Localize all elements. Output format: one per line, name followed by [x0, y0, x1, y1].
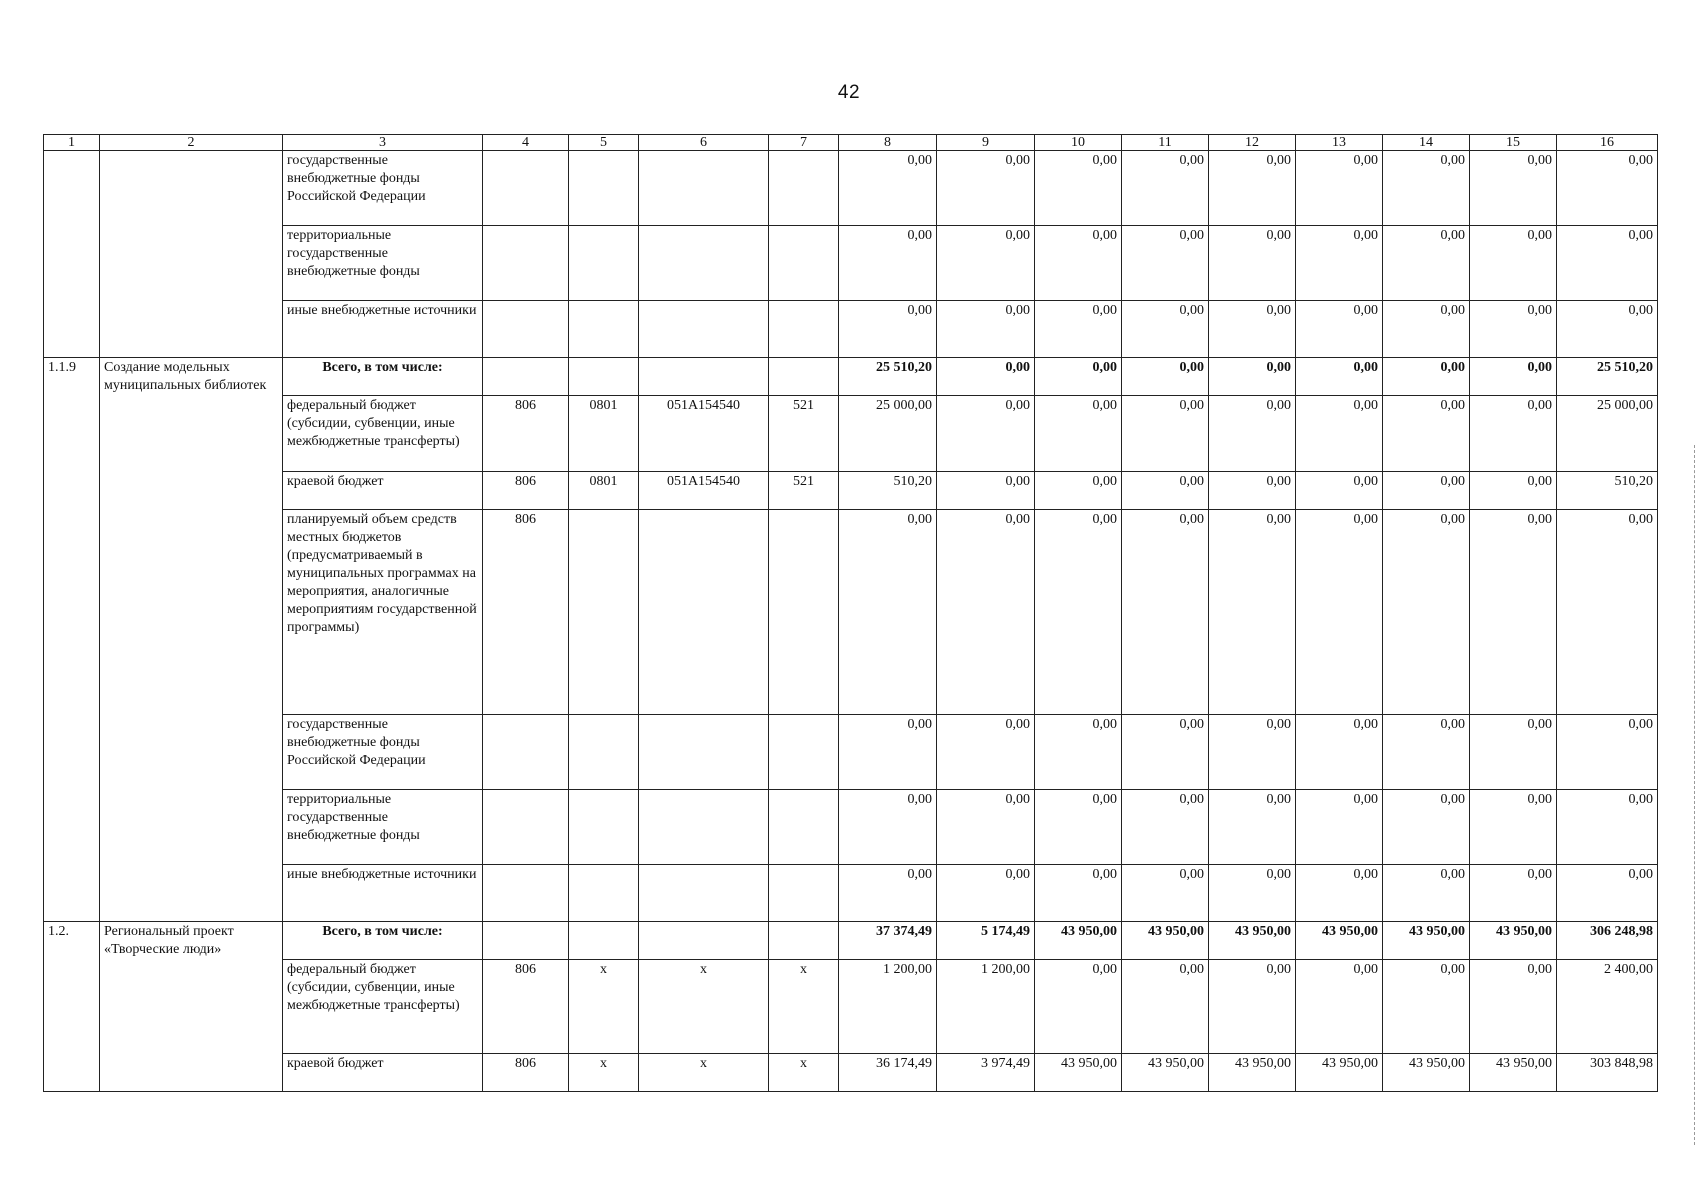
- header-cell: 13: [1296, 135, 1383, 151]
- value-cell: 0,00: [1035, 790, 1122, 865]
- row-number: 1.1.9: [44, 358, 100, 922]
- cell-rzpr: [569, 922, 639, 960]
- header-cell: 5: [569, 135, 639, 151]
- table-row: [44, 226, 1658, 301]
- cell-vr: [769, 922, 839, 960]
- cell-csr: x: [639, 960, 769, 1054]
- cell-vr: [769, 358, 839, 396]
- value-cell: 43 950,00: [1470, 1054, 1557, 1092]
- value-cell: 43 950,00: [1209, 922, 1296, 960]
- value-cell: 0,00: [1296, 960, 1383, 1054]
- table-row: [44, 790, 1658, 865]
- value-cell: 0,00: [1557, 865, 1658, 922]
- value-cell: 306 248,98: [1557, 922, 1658, 960]
- value-cell: 0,00: [1296, 301, 1383, 358]
- value-cell: 0,00: [1296, 396, 1383, 472]
- value-cell: 0,00: [1209, 151, 1296, 226]
- value-cell: 0,00: [1122, 510, 1209, 715]
- cell-rzpr: [569, 715, 639, 790]
- funding-source: государственные внебюджетные фонды Российской Федерации: [283, 151, 483, 226]
- value-cell: 0,00: [937, 301, 1035, 358]
- table-row: [44, 1054, 1658, 1092]
- total-label: Всего, в том числе:: [283, 922, 483, 960]
- funding-source: федеральный бюджет (субсидии, субвенции, иные межбюджетные трансферты): [283, 960, 483, 1054]
- value-cell: 0,00: [1035, 396, 1122, 472]
- value-cell: 43 950,00: [1296, 922, 1383, 960]
- value-cell: 0,00: [1122, 226, 1209, 301]
- cell-csr: [639, 226, 769, 301]
- value-cell: 0,00: [1209, 226, 1296, 301]
- value-cell: 0,00: [1296, 151, 1383, 226]
- cell-vr: x: [769, 960, 839, 1054]
- cell-csr: [639, 510, 769, 715]
- cell-vr: [769, 715, 839, 790]
- cell-grbs: 806: [483, 510, 569, 715]
- header-cell: 12: [1209, 135, 1296, 151]
- header-cell: 6: [639, 135, 769, 151]
- total-label: Всего, в том числе:: [283, 358, 483, 396]
- value-cell: 0,00: [1470, 226, 1557, 301]
- value-cell: 510,20: [839, 472, 937, 510]
- budget-table: [43, 134, 1658, 1092]
- value-cell: 0,00: [937, 790, 1035, 865]
- value-cell: 0,00: [1557, 715, 1658, 790]
- cell-grbs: [483, 151, 569, 226]
- cell-vr: [769, 226, 839, 301]
- cell-vr: [769, 790, 839, 865]
- cell-vr: [769, 865, 839, 922]
- table-row: [44, 301, 1658, 358]
- value-cell: 0,00: [1383, 301, 1470, 358]
- value-cell: 25 000,00: [1557, 396, 1658, 472]
- value-cell: 0,00: [839, 715, 937, 790]
- value-cell: 0,00: [1296, 865, 1383, 922]
- table-row: [44, 396, 1658, 472]
- value-cell: 0,00: [1296, 358, 1383, 396]
- value-cell: 0,00: [937, 715, 1035, 790]
- cell-rzpr: [569, 865, 639, 922]
- value-cell: 0,00: [937, 865, 1035, 922]
- cell-csr: [639, 358, 769, 396]
- value-cell: 43 950,00: [1296, 1054, 1383, 1092]
- value-cell: 0,00: [1209, 715, 1296, 790]
- value-cell: 0,00: [839, 301, 937, 358]
- value-cell: 0,00: [1470, 396, 1557, 472]
- cell-grbs: [483, 715, 569, 790]
- cell-grbs: 806: [483, 472, 569, 510]
- cell-grbs: 806: [483, 1054, 569, 1092]
- header-cell: 7: [769, 135, 839, 151]
- value-cell: 25 510,20: [1557, 358, 1658, 396]
- header-cell: 14: [1383, 135, 1470, 151]
- funding-source: краевой бюджет: [283, 472, 483, 510]
- value-cell: 0,00: [1470, 865, 1557, 922]
- value-cell: 0,00: [1470, 472, 1557, 510]
- table-row: [44, 865, 1658, 922]
- row-number: [44, 151, 100, 358]
- cell-vr: x: [769, 1054, 839, 1092]
- value-cell: 0,00: [1122, 358, 1209, 396]
- cell-vr: 521: [769, 472, 839, 510]
- value-cell: 0,00: [1296, 472, 1383, 510]
- cell-grbs: [483, 358, 569, 396]
- value-cell: 0,00: [937, 358, 1035, 396]
- cell-csr: [639, 865, 769, 922]
- value-cell: 2 400,00: [1557, 960, 1658, 1054]
- value-cell: 0,00: [1035, 960, 1122, 1054]
- value-cell: 0,00: [1383, 226, 1470, 301]
- value-cell: 43 950,00: [1209, 1054, 1296, 1092]
- table-row: [44, 922, 1658, 960]
- cell-csr: [639, 922, 769, 960]
- measure-name: [100, 151, 283, 358]
- table-row: [44, 472, 1658, 510]
- value-cell: 0,00: [1383, 472, 1470, 510]
- value-cell: 0,00: [1383, 790, 1470, 865]
- cell-csr: [639, 301, 769, 358]
- cell-vr: [769, 301, 839, 358]
- value-cell: 0,00: [1122, 396, 1209, 472]
- value-cell: 0,00: [937, 396, 1035, 472]
- value-cell: 43 950,00: [1470, 922, 1557, 960]
- value-cell: 0,00: [1470, 151, 1557, 226]
- value-cell: 0,00: [839, 865, 937, 922]
- cell-csr: [639, 151, 769, 226]
- value-cell: 0,00: [1557, 790, 1658, 865]
- cell-grbs: [483, 790, 569, 865]
- table-row: [44, 358, 1658, 396]
- value-cell: 43 950,00: [1383, 922, 1470, 960]
- value-cell: 5 174,49: [937, 922, 1035, 960]
- cell-grbs: [483, 922, 569, 960]
- value-cell: 0,00: [1557, 510, 1658, 715]
- funding-source: планируемый объем средств местных бюджетов (предусматриваемый в муниципальных программах на мероприятия, аналогичные мероприятиям государственной программы): [283, 510, 483, 715]
- value-cell: 25 510,20: [839, 358, 937, 396]
- value-cell: 0,00: [1470, 301, 1557, 358]
- cell-rzpr: [569, 790, 639, 865]
- cell-rzpr: x: [569, 1054, 639, 1092]
- value-cell: 0,00: [1209, 396, 1296, 472]
- value-cell: 510,20: [1557, 472, 1658, 510]
- value-cell: 0,00: [1035, 151, 1122, 226]
- cell-vr: 521: [769, 396, 839, 472]
- value-cell: 43 950,00: [1122, 922, 1209, 960]
- table-row: [44, 510, 1658, 715]
- value-cell: 0,00: [1035, 715, 1122, 790]
- measure-name: Создание модельных муниципальных библиотек: [100, 358, 283, 922]
- header-cell: 1: [44, 135, 100, 151]
- value-cell: 0,00: [1383, 960, 1470, 1054]
- value-cell: 0,00: [1122, 301, 1209, 358]
- header-row: [44, 135, 1658, 151]
- table-row: [44, 151, 1658, 226]
- value-cell: 1 200,00: [937, 960, 1035, 1054]
- value-cell: 0,00: [1209, 472, 1296, 510]
- funding-source: иные внебюджетные источники: [283, 865, 483, 922]
- value-cell: 0,00: [1122, 790, 1209, 865]
- value-cell: 0,00: [1296, 226, 1383, 301]
- value-cell: 0,00: [1035, 865, 1122, 922]
- value-cell: 0,00: [1470, 358, 1557, 396]
- value-cell: 0,00: [1035, 510, 1122, 715]
- value-cell: 0,00: [1209, 960, 1296, 1054]
- value-cell: 0,00: [1035, 301, 1122, 358]
- value-cell: 43 950,00: [1035, 1054, 1122, 1092]
- value-cell: 0,00: [1557, 226, 1658, 301]
- value-cell: 1 200,00: [839, 960, 937, 1054]
- cell-rzpr: x: [569, 960, 639, 1054]
- value-cell: 0,00: [839, 790, 937, 865]
- value-cell: 0,00: [1557, 151, 1658, 226]
- row-number: 1.2.: [44, 922, 100, 1092]
- value-cell: 0,00: [1209, 865, 1296, 922]
- value-cell: 25 000,00: [839, 396, 937, 472]
- value-cell: 0,00: [839, 151, 937, 226]
- cell-rzpr: [569, 151, 639, 226]
- value-cell: 0,00: [1470, 790, 1557, 865]
- value-cell: 0,00: [839, 226, 937, 301]
- scan-edge-line: [1694, 445, 1696, 1145]
- cell-rzpr: [569, 226, 639, 301]
- cell-csr: x: [639, 1054, 769, 1092]
- value-cell: 0,00: [1122, 472, 1209, 510]
- cell-vr: [769, 510, 839, 715]
- cell-grbs: [483, 865, 569, 922]
- value-cell: 0,00: [937, 472, 1035, 510]
- value-cell: 43 950,00: [1122, 1054, 1209, 1092]
- value-cell: 36 174,49: [839, 1054, 937, 1092]
- value-cell: 43 950,00: [1035, 922, 1122, 960]
- funding-source: территориальные государственные внебюджетные фонды: [283, 790, 483, 865]
- funding-source: краевой бюджет: [283, 1054, 483, 1092]
- value-cell: 0,00: [1209, 790, 1296, 865]
- funding-source: территориальные государственные внебюджетные фонды: [283, 226, 483, 301]
- cell-grbs: [483, 226, 569, 301]
- cell-csr: 051A154540: [639, 396, 769, 472]
- value-cell: 0,00: [1383, 510, 1470, 715]
- value-cell: 0,00: [1122, 960, 1209, 1054]
- page-number: 42: [837, 82, 861, 103]
- cell-csr: [639, 790, 769, 865]
- value-cell: 0,00: [1470, 510, 1557, 715]
- value-cell: 0,00: [1209, 358, 1296, 396]
- value-cell: 0,00: [1296, 510, 1383, 715]
- measure-name: Региональный проект «Творческие люди»: [100, 922, 283, 1092]
- value-cell: 37 374,49: [839, 922, 937, 960]
- cell-vr: [769, 151, 839, 226]
- cell-csr: [639, 715, 769, 790]
- cell-rzpr: 0801: [569, 472, 639, 510]
- value-cell: 0,00: [1035, 472, 1122, 510]
- value-cell: 0,00: [937, 510, 1035, 715]
- value-cell: 0,00: [1035, 358, 1122, 396]
- value-cell: 3 974,49: [937, 1054, 1035, 1092]
- value-cell: 0,00: [1383, 865, 1470, 922]
- value-cell: 0,00: [1209, 510, 1296, 715]
- value-cell: 0,00: [1035, 226, 1122, 301]
- cell-grbs: 806: [483, 960, 569, 1054]
- value-cell: 0,00: [1296, 715, 1383, 790]
- value-cell: 0,00: [1383, 715, 1470, 790]
- header-cell: 3: [283, 135, 483, 151]
- cell-rzpr: [569, 510, 639, 715]
- funding-source: государственные внебюджетные фонды Российской Федерации: [283, 715, 483, 790]
- header-cell: 2: [100, 135, 283, 151]
- value-cell: 0,00: [1122, 865, 1209, 922]
- value-cell: 0,00: [937, 226, 1035, 301]
- header-cell: 16: [1557, 135, 1658, 151]
- header-cell: 15: [1470, 135, 1557, 151]
- value-cell: 0,00: [1209, 301, 1296, 358]
- value-cell: 43 950,00: [1383, 1054, 1470, 1092]
- value-cell: 0,00: [1470, 715, 1557, 790]
- value-cell: 0,00: [937, 151, 1035, 226]
- table-row: [44, 960, 1658, 1054]
- header-cell: 4: [483, 135, 569, 151]
- header-cell: 10: [1035, 135, 1122, 151]
- cell-grbs: 806: [483, 396, 569, 472]
- value-cell: 0,00: [1383, 358, 1470, 396]
- cell-grbs: [483, 301, 569, 358]
- cell-rzpr: 0801: [569, 396, 639, 472]
- header-cell: 8: [839, 135, 937, 151]
- value-cell: 0,00: [1383, 396, 1470, 472]
- value-cell: 0,00: [839, 510, 937, 715]
- value-cell: 0,00: [1122, 151, 1209, 226]
- funding-source: федеральный бюджет (субсидии, субвенции, иные межбюджетные трансферты): [283, 396, 483, 472]
- funding-source: иные внебюджетные источники: [283, 301, 483, 358]
- cell-rzpr: [569, 358, 639, 396]
- value-cell: 0,00: [1470, 960, 1557, 1054]
- value-cell: 0,00: [1296, 790, 1383, 865]
- cell-csr: 051A154540: [639, 472, 769, 510]
- table-row: [44, 715, 1658, 790]
- value-cell: 0,00: [1122, 715, 1209, 790]
- header-cell: 11: [1122, 135, 1209, 151]
- header-cell: 9: [937, 135, 1035, 151]
- value-cell: 303 848,98: [1557, 1054, 1658, 1092]
- cell-rzpr: [569, 301, 639, 358]
- value-cell: 0,00: [1557, 301, 1658, 358]
- value-cell: 0,00: [1383, 151, 1470, 226]
